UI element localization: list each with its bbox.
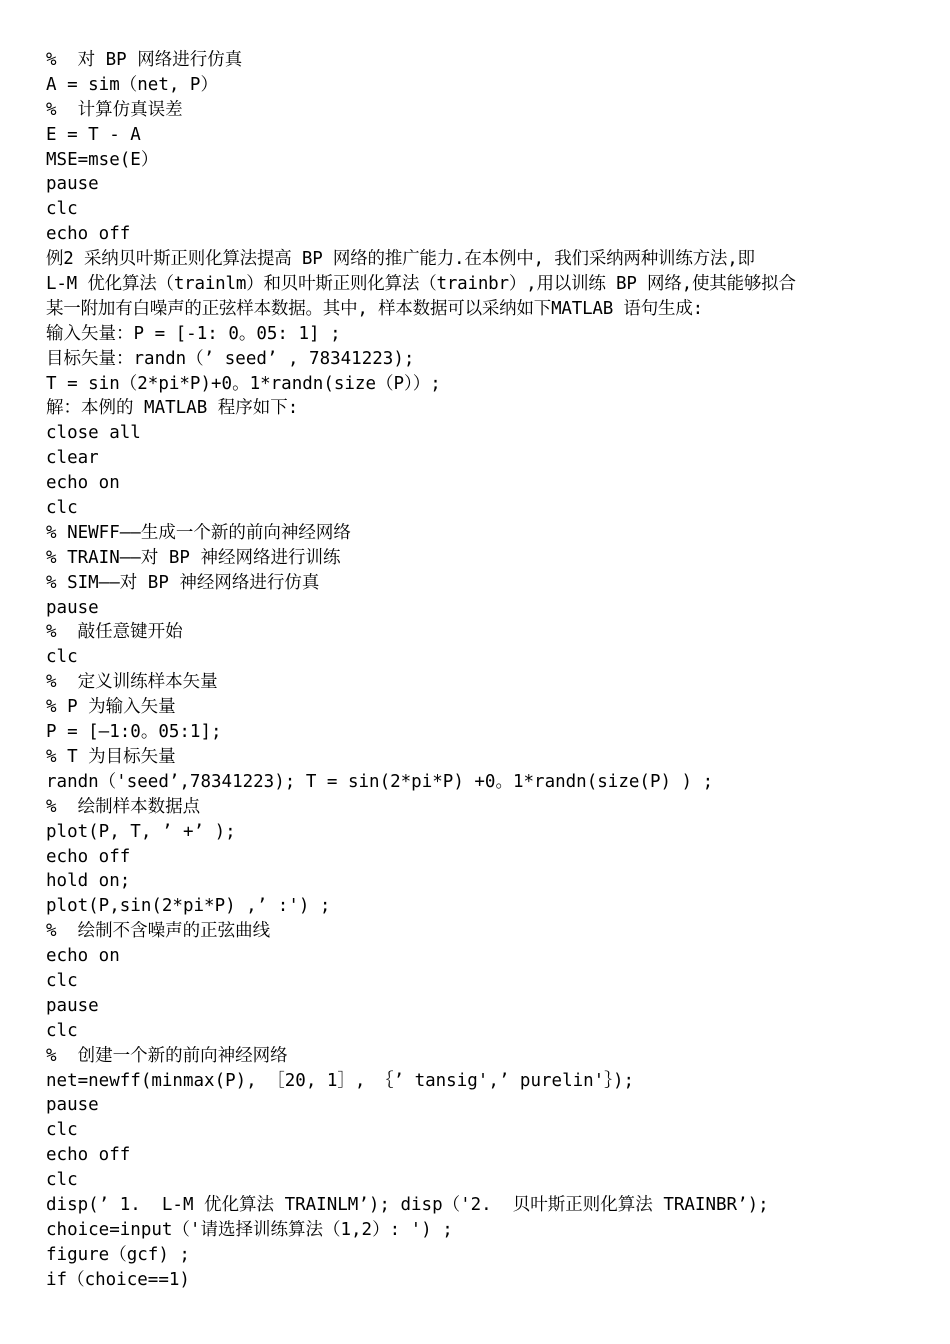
code-line-29: % T 为目标矢量 <box>46 746 176 767</box>
input-vector-line: 输入矢量：P = [-1: 0。05: 1] ; <box>46 323 341 344</box>
solution-heading-line: 解：本例的 MATLAB 程序如下: <box>46 398 299 419</box>
code-line-7: clc <box>46 199 78 220</box>
code-line-6: pause <box>46 174 99 195</box>
code-line-23: pause <box>46 597 99 618</box>
target-vector-line: 目标矢量：randn（’ seed’ , 78341223); <box>46 348 415 369</box>
document-page <box>46 48 926 1293</box>
code-line-42: net=newff(minmax(P), ［20, 1］, ｛’ tansig',’ purelin'｝); <box>46 1070 635 1091</box>
code-line-20: % NEWFF——生成一个新的前向神经网络 <box>46 522 351 543</box>
code-line-19: clc <box>46 498 78 519</box>
code-line-8: echo off <box>46 224 131 245</box>
code-line-3: % 计算仿真误差 <box>46 99 183 120</box>
code-line-24: % 敲任意键开始 <box>46 622 183 643</box>
code-line-22: % SIM——对 BP 神经网络进行仿真 <box>46 572 320 593</box>
code-line-1: % 对 BP 网络进行仿真 <box>46 50 243 70</box>
target-formula-line: T = sin（2*pi*P)+0。1*randn(size（P））; <box>46 373 441 394</box>
code-line-40: clc <box>46 1020 78 1041</box>
code-line-25: clc <box>46 647 78 668</box>
code-line-28: P = [—1:0。05:1]; <box>46 722 222 743</box>
code-line-17: clear <box>46 448 99 469</box>
code-line-39: pause <box>46 995 99 1016</box>
code-line-33: echo off <box>46 846 131 867</box>
example-paragraph-line-2: L-M 优化算法（trainlm）和贝叶斯正则化算法（trainbr）,用以训练 BP 网络,使其能够拟合 <box>46 274 796 295</box>
example-paragraph-line-3: 某一附加有白噪声的正弦样本数据。其中, 样本数据可以采纳如下MATLAB 语句生成: <box>46 298 703 319</box>
code-line-50: if（choice==1) <box>46 1269 190 1290</box>
code-line-27: % P 为输入矢量 <box>46 697 176 718</box>
code-line-32: plot(P, T, ’ +’ ); <box>46 821 236 842</box>
code-line-36: % 绘制不含噪声的正弦曲线 <box>46 921 271 942</box>
code-line-30: randn（'seed’,78341223); T = sin(2*pi*P) +0。1*randn(size(P) ) ; <box>46 771 714 792</box>
example-paragraph-line-1: 例2 采纳贝叶斯正则化算法提高 BP 网络的推广能力.在本例中, 我们采纳两种训练方法,即 <box>46 249 755 270</box>
code-line-45: echo off <box>46 1145 131 1166</box>
code-line-38: clc <box>46 970 78 991</box>
code-line-44: clc <box>46 1120 78 1141</box>
code-line-35: plot(P,sin(2*pi*P) ,’ :') ; <box>46 896 331 917</box>
code-line-21: % TRAIN——对 BP 神经网络进行训练 <box>46 547 341 568</box>
code-line-49: figure（gcf) ; <box>46 1244 190 1265</box>
code-line-26: % 定义训练样本矢量 <box>46 672 218 693</box>
code-line-31: % 绘制样本数据点 <box>46 796 201 817</box>
code-line-41: % 创建一个新的前向神经网络 <box>46 1045 288 1066</box>
code-line-4: E = T - A <box>46 124 141 145</box>
code-line-47: disp(’ 1. L-M 优化算法 TRAINLM’); disp（'2. 贝叶斯正则化算法 TRAINBR’); <box>46 1194 769 1215</box>
code-line-34: hold on; <box>46 871 131 892</box>
code-line-16: close all <box>46 423 141 444</box>
code-line-48: choice=input（'请选择训练算法（1,2）: ') ; <box>46 1219 453 1240</box>
code-line-43: pause <box>46 1095 99 1116</box>
code-line-2: A = sim（net, P） <box>46 74 218 95</box>
code-line-37: echo on <box>46 946 120 967</box>
code-line-46: clc <box>46 1170 78 1191</box>
code-line-5: MSE=mse(E） <box>46 149 159 170</box>
code-line-18: echo on <box>46 473 120 494</box>
